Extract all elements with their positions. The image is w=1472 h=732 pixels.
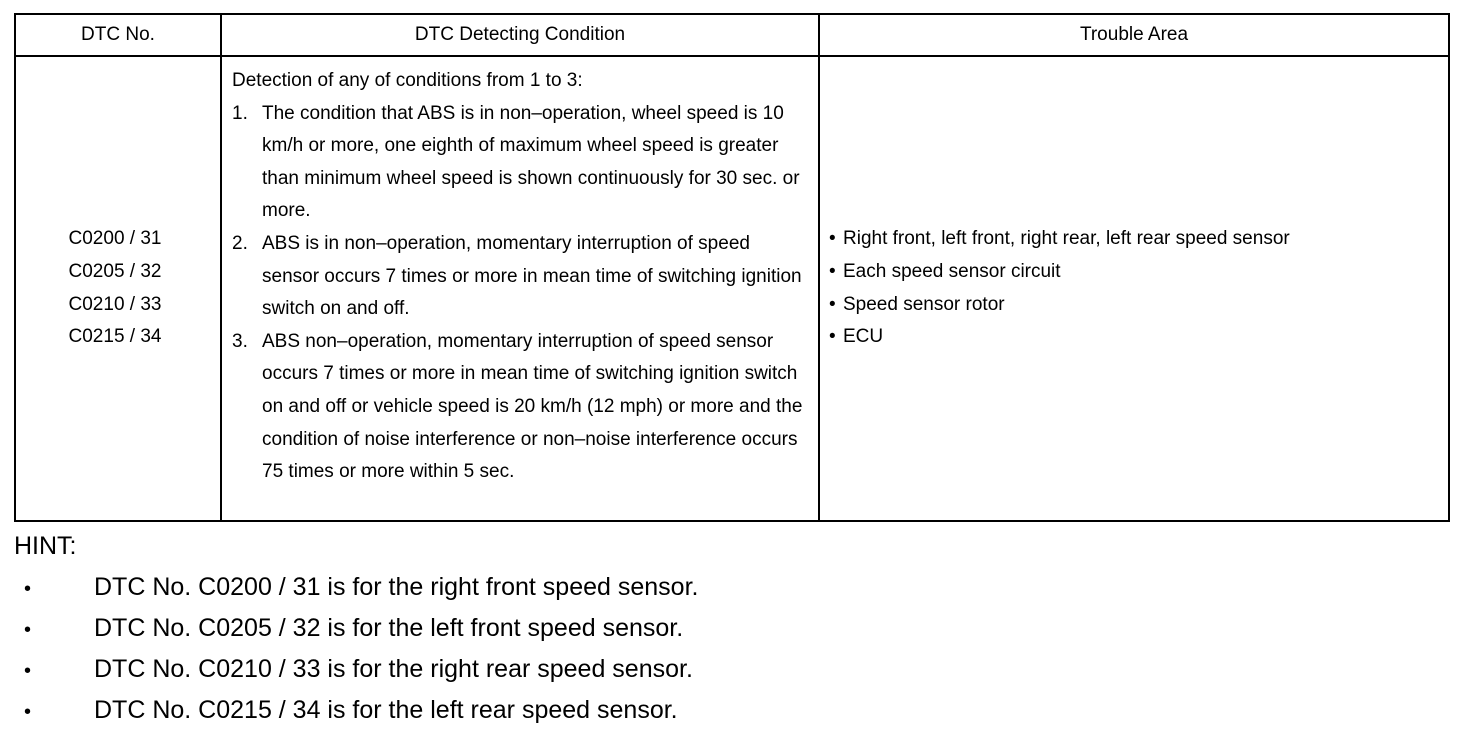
hint-item <box>24 650 698 691</box>
condition-number: 3. <box>232 330 248 352</box>
hint-list <box>24 568 698 732</box>
condition-list <box>232 98 810 489</box>
header-detecting-condition: DTC Detecting Condition <box>221 14 819 56</box>
trouble-area-text: ECU <box>843 326 884 348</box>
header-trouble-area: Trouble Area <box>819 14 1449 56</box>
condition-intro: Detection of any of conditions from 1 to 3: <box>232 70 583 91</box>
trouble-area-item <box>829 321 1448 354</box>
trouble-area-item <box>829 256 1448 289</box>
bullet-icon: • <box>829 260 836 282</box>
trouble-area-item <box>829 223 1448 256</box>
bullet-icon: • <box>24 701 32 723</box>
header-dtc-no: DTC No. <box>15 14 221 56</box>
condition-item <box>232 98 810 228</box>
condition-number: 2. <box>232 232 248 254</box>
dtc-codes-cell <box>15 56 221 521</box>
bullet-icon: • <box>829 326 836 348</box>
condition-text: The condition that ABS is in non–operation, wheel speed is 10 km/h or more, one eighth of maximum wheel speed is greater than minimum wheel speed is shown continuously for 30 sec. or more. <box>262 102 800 222</box>
condition-item <box>232 228 810 326</box>
dtc-code: C0200 / 31 <box>68 228 162 250</box>
bullet-icon: • <box>829 293 836 315</box>
hint-title: HINT: <box>14 532 77 560</box>
table-header-row <box>15 14 1449 56</box>
bullet-icon: • <box>24 619 32 641</box>
condition-number: 1. <box>232 102 248 124</box>
trouble-area-text: Speed sensor rotor <box>843 293 1005 315</box>
dtc-code: C0210 / 33 <box>68 293 162 315</box>
bullet-icon: • <box>829 228 836 250</box>
condition-text: ABS is in non–operation, momentary interruption of speed sensor occurs 7 times or more in mean time of switching ignition switch on and off. <box>262 232 802 320</box>
trouble-area-text: Each speed sensor circuit <box>843 260 1061 282</box>
detecting-condition-cell <box>221 56 819 521</box>
hint-text: DTC No. C0210 / 33 is for the right rear speed sensor. <box>94 655 693 683</box>
table-row <box>15 56 1449 521</box>
dtc-table <box>14 13 1450 522</box>
trouble-area-item <box>829 289 1448 322</box>
bullet-icon: • <box>24 660 32 682</box>
hint-text: DTC No. C0215 / 34 is for the left rear speed sensor. <box>94 696 678 724</box>
bullet-icon: • <box>24 578 32 600</box>
dtc-code: C0215 / 34 <box>68 326 162 348</box>
hint-text: DTC No. C0200 / 31 is for the right front speed sensor. <box>94 573 699 601</box>
hint-item <box>24 568 698 609</box>
hint-item <box>24 691 698 732</box>
hint-item <box>24 609 698 650</box>
hint-text: DTC No. C0205 / 32 is for the left front speed sensor. <box>94 614 684 642</box>
dtc-code: C0205 / 32 <box>68 260 162 282</box>
trouble-area-cell <box>819 56 1449 521</box>
condition-text: ABS non–operation, momentary interruption of speed sensor occurs 7 times or more in mean time of switching ignition switch on and off or vehicle speed is 20 km/h (12 mph) or more and the condition of noise interference or non–noise interference occurs 75 times or more within 5 sec. <box>262 330 803 483</box>
trouble-area-text: Right front, left front, right rear, left rear speed sensor <box>843 228 1290 250</box>
condition-item <box>232 326 810 489</box>
